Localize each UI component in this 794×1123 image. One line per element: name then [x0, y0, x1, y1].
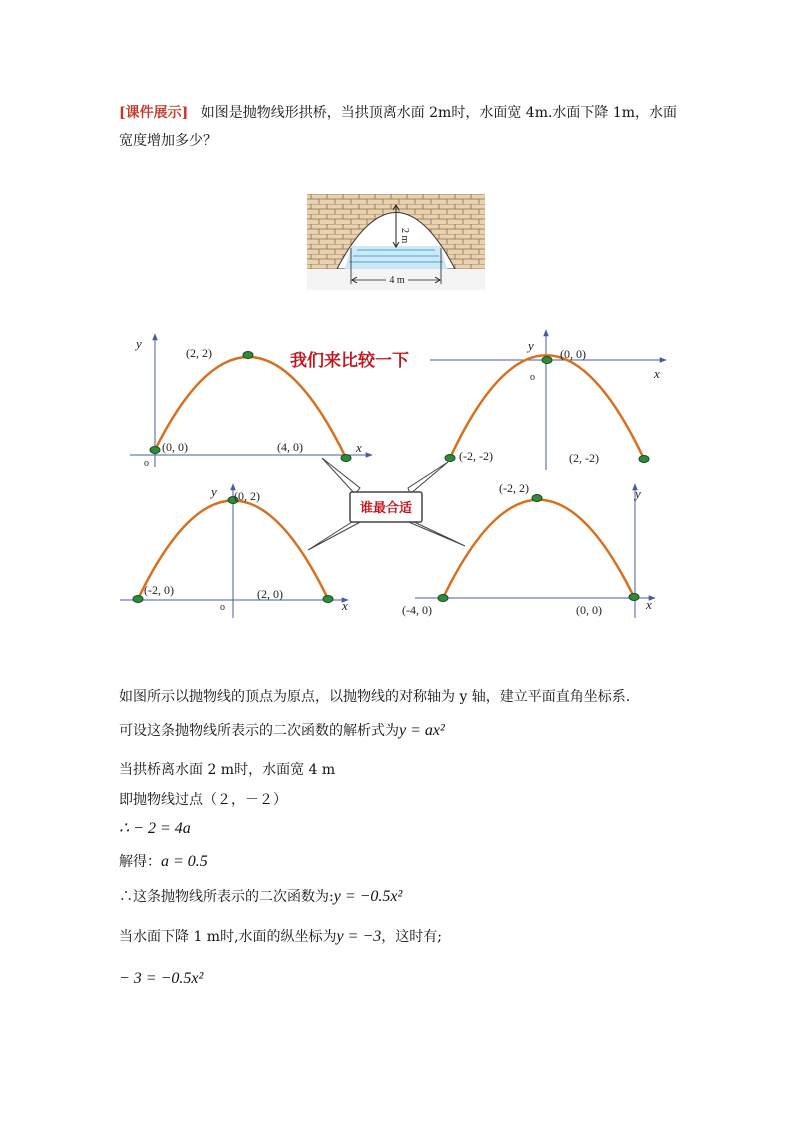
parabola-2	[450, 355, 644, 459]
solution-line-4: 即抛物线过点（２，－２）	[119, 792, 287, 808]
solution-line-7: ∴这条抛物线所表示的二次函数为:y = −0.5x²	[119, 888, 403, 905]
label-2-top: (0, 0)	[560, 347, 586, 361]
point-4-top	[532, 495, 542, 502]
origin-1: o	[144, 458, 149, 469]
solution-line-2: 可设这条抛物线所表示的二次函数的解析式为y = ax²	[119, 722, 445, 739]
label-1-right: (4, 0)	[277, 440, 303, 454]
label-3-left: (-2, 0)	[144, 583, 174, 597]
axis-y-4: y	[635, 486, 641, 501]
solution-line-1: 如图所示以抛物线的顶点为原点，以抛物线的对称轴为 y 轴，建立平面直角坐标系.	[119, 689, 631, 705]
point-4-left	[438, 595, 448, 602]
label-4-top: (-2, 2)	[499, 481, 529, 495]
point-3-right	[323, 596, 333, 603]
label-3-top: (0, 2)	[234, 489, 260, 503]
solution-line-8: 当水面下降 1 m时,水面的纵坐标为y = −3，这时有;	[119, 928, 442, 945]
point-1-right	[341, 455, 351, 462]
bridge-figure	[307, 194, 485, 290]
graph-3	[120, 484, 348, 618]
axis-y-2: y	[528, 338, 534, 353]
parabola-4	[443, 500, 634, 598]
courseware-tag: [课件展示]	[119, 105, 189, 121]
compare-banner: 我们来比较一下	[290, 351, 409, 371]
width-label: 4 m	[389, 275, 405, 286]
comparison-figure	[110, 322, 680, 622]
graph-2	[430, 330, 666, 470]
graph-4	[402, 481, 655, 618]
axis-x-3: x	[342, 598, 348, 613]
label-1-left: (0, 0)	[162, 440, 188, 454]
height-label: 2 m	[399, 228, 410, 244]
callout-text: 谁最合适	[359, 501, 413, 516]
label-2-left: (-2, -2)	[459, 449, 493, 463]
point-3-left	[133, 596, 143, 603]
origin-2: o	[530, 372, 535, 383]
point-2-left	[445, 455, 455, 462]
solution-line-3: 当拱桥离水面 2 m时，水面宽 4 m	[119, 762, 336, 778]
point-1-top	[243, 352, 253, 359]
intro-paragraph	[119, 99, 679, 155]
label-3-right: (2, 0)	[257, 587, 283, 601]
point-4-right	[629, 594, 639, 601]
label-4-left: (-4, 0)	[402, 603, 432, 617]
solution-line-5: ∴ − 2 = 4a	[119, 820, 191, 837]
solution-line-9: − 3 = −0.5x²	[119, 970, 204, 987]
origin-3: o	[220, 602, 225, 613]
solution-line-6: 解得：a = 0.5	[119, 853, 208, 870]
axis-x-4: x	[646, 597, 652, 612]
point-2-right	[639, 456, 649, 463]
label-2-right: (2, -2)	[569, 451, 599, 465]
label-1-top: (2, 2)	[186, 346, 212, 360]
axis-x-2: x	[654, 366, 660, 381]
axis-y-3: y	[211, 484, 217, 499]
question-text: 如图是抛物线形拱桥，当拱顶离水面 2m时，水面宽 4m.水面下降 1m，水面宽度增加多少？	[119, 105, 678, 149]
axis-x-1: x	[356, 440, 362, 455]
axis-y-1: y	[136, 336, 142, 351]
point-1-left	[150, 447, 160, 454]
point-2-top	[542, 357, 552, 364]
water	[345, 246, 447, 269]
label-4-right: (0, 0)	[576, 603, 602, 617]
